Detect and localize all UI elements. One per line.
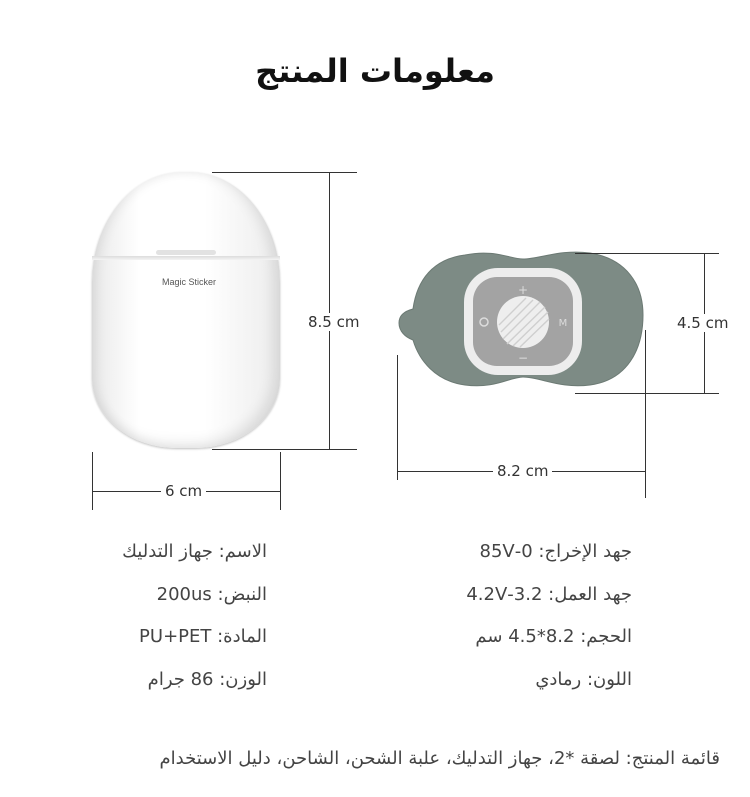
- spec-weight: الوزن: 86 جرام: [147, 669, 267, 690]
- pad-height-top-extension: [575, 253, 719, 254]
- spec-output-voltage: جهد الإخراج: 0-85V: [479, 541, 632, 562]
- case-seam: [92, 256, 280, 260]
- package-list: قائمة المنتج: لصقة *2، جهاز التدليك، علبة الشحن، الشاحن، دليل الاستخدام: [159, 748, 720, 769]
- pad-center-button: [497, 296, 549, 348]
- spec-color: اللون: رمادي: [535, 669, 632, 690]
- page-title: معلومات المنتج: [255, 52, 495, 90]
- spec-name: الاسم: جهاز التدليك: [122, 541, 267, 562]
- case-brand-label: Magic Sticker: [162, 277, 217, 287]
- case-height-top-extension: [212, 172, 357, 173]
- mode-icon: M: [558, 318, 568, 329]
- case-height-line: [329, 172, 330, 450]
- pad-width-label: 8.2 cm: [493, 462, 552, 480]
- spec-size: الحجم: 8.2*4.5 سم: [475, 626, 632, 647]
- spec-material: المادة: PU+PET: [139, 626, 267, 647]
- spec-working-voltage: جهد العمل: 3.2-4.2V: [466, 584, 632, 605]
- plus-icon: +: [517, 283, 529, 297]
- case-width-label: 6 cm: [161, 482, 206, 500]
- pad-width-left-extension: [397, 355, 398, 480]
- pad-height-bottom-extension: [575, 393, 719, 394]
- case-width-left-extension: [92, 452, 93, 510]
- massage-pad-image: [395, 245, 650, 395]
- case-width-right-extension: [280, 452, 281, 510]
- pad-width-right-extension: [645, 330, 646, 498]
- case-lid-notch: [156, 250, 216, 255]
- spec-pulse: النبض: 200us: [156, 584, 267, 605]
- case-height-bottom-extension: [212, 449, 357, 450]
- case-height-label: 8.5 cm: [304, 313, 363, 331]
- minus-icon: −: [517, 351, 529, 365]
- pad-height-label: 4.5 cm: [673, 314, 732, 332]
- charging-case-image: [92, 172, 280, 448]
